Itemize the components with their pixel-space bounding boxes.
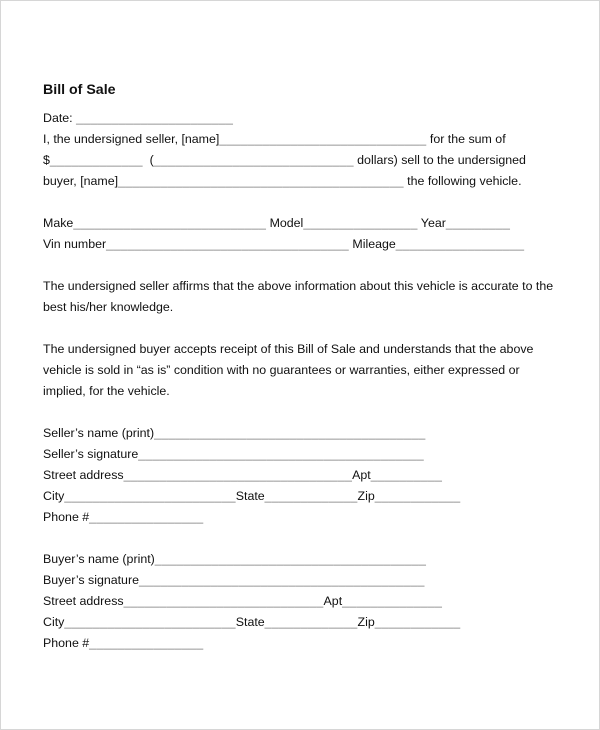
buyer-print-name-line <box>43 549 563 570</box>
seller-phone-label: Phone # <box>43 510 90 524</box>
date-label: Date: <box>43 111 77 125</box>
paren-open: ( <box>142 153 154 167</box>
buyer-phone-field[interactable]: ________________ <box>89 636 204 650</box>
vin-label: Vin number <box>43 237 107 251</box>
mileage-field[interactable]: __________________ <box>395 237 525 251</box>
seller-street-label: Street address <box>43 468 124 482</box>
buyer-state-field[interactable]: _____________ <box>264 615 358 629</box>
spacer <box>43 318 563 339</box>
buyer-apt-label: Apt <box>323 594 343 608</box>
following-vehicle-text: the following vehicle. <box>403 174 522 188</box>
seller-name-prefix: I, the undersigned seller, [name] <box>43 132 220 146</box>
vin-mileage-line <box>43 234 563 255</box>
seller-print-name-line <box>43 423 563 444</box>
bill-of-sale-document <box>43 79 563 654</box>
seller-city-line <box>43 486 563 507</box>
seller-name-field[interactable]: _____________________________ <box>219 132 427 146</box>
buyer-phone-label: Phone # <box>43 636 90 650</box>
seller-state-field[interactable]: _____________ <box>264 489 358 503</box>
sum-text: for the sum of <box>426 132 506 146</box>
spacer <box>43 402 563 423</box>
buyer-name-line <box>43 171 563 192</box>
spacer <box>43 528 563 549</box>
buyer-signature-line <box>43 570 563 591</box>
buyer-signature-field[interactable]: ________________________________________ <box>138 573 425 587</box>
document-title: Bill of Sale <box>43 82 116 98</box>
buyer-address-line <box>43 591 563 612</box>
buyer-zip-field[interactable]: ____________ <box>374 615 461 629</box>
buyer-apt-field[interactable]: ______________ <box>342 594 443 608</box>
year-label: Year <box>417 216 446 230</box>
buyer-street-label: Street address <box>43 594 124 608</box>
mileage-label: Mileage <box>348 237 396 251</box>
seller-print-name-field[interactable]: ______________________________________ <box>154 426 426 440</box>
seller-signature-label: Seller’s signature <box>43 447 139 461</box>
make-field[interactable]: ___________________________ <box>73 216 267 230</box>
seller-city-label: City <box>43 489 65 503</box>
seller-apt-label: Apt <box>352 468 371 482</box>
buyer-print-name-field[interactable]: ______________________________________ <box>154 552 427 566</box>
dollars-text: dollars) sell to the undersigned <box>353 153 526 167</box>
seller-signature-field[interactable]: ________________________________________ <box>138 447 424 461</box>
buyer-signature-label: Buyer’s signature <box>43 573 139 587</box>
vin-field[interactable]: __________________________________ <box>106 237 349 251</box>
buyer-phone-line <box>43 633 563 654</box>
seller-signature-line <box>43 444 563 465</box>
buyer-state-label: State <box>235 615 265 629</box>
buyer-city-line <box>43 612 563 633</box>
amount-words-field[interactable]: ____________________________ <box>153 153 354 167</box>
model-field[interactable]: ________________ <box>303 216 418 230</box>
buyer-zip-label: Zip <box>357 615 375 629</box>
seller-affirmation-paragraph: The undersigned seller affirms that the above information about this vehicle is accurate to the best his/her knowledge. <box>43 279 554 314</box>
seller-zip-label: Zip <box>357 489 375 503</box>
spacer <box>43 255 563 276</box>
buyer-city-label: City <box>43 615 65 629</box>
year-field[interactable]: _________ <box>445 216 511 230</box>
seller-state-label: State <box>235 489 265 503</box>
buyer-street-field[interactable]: ____________________________ <box>123 594 324 608</box>
date-line <box>43 108 563 129</box>
buyer-print-name-label: Buyer’s name (print) <box>43 552 155 566</box>
seller-name-line <box>43 129 563 150</box>
seller-phone-line <box>43 507 563 528</box>
amount-line <box>43 150 563 171</box>
seller-print-name-label: Seller’s name (print) <box>43 426 155 440</box>
buyer-name-prefix: buyer, [name] <box>43 174 119 188</box>
make-label: Make <box>43 216 74 230</box>
date-field[interactable]: ______________________ <box>76 111 234 125</box>
dollar-sign: $ <box>43 153 50 167</box>
seller-apt-field[interactable]: __________ <box>370 468 443 482</box>
make-model-year-line <box>43 213 563 234</box>
buyer-city-field[interactable]: ________________________ <box>64 615 236 629</box>
seller-phone-field[interactable]: ________________ <box>89 510 204 524</box>
seller-city-field[interactable]: ________________________ <box>64 489 236 503</box>
model-label: Model <box>266 216 304 230</box>
seller-address-line <box>43 465 563 486</box>
spacer <box>43 192 563 213</box>
amount-field[interactable]: _____________ <box>49 153 143 167</box>
seller-street-field[interactable]: ________________________________ <box>123 468 353 482</box>
buyer-name-field[interactable]: ________________________________________ <box>118 174 404 188</box>
buyer-acceptance-paragraph: The undersigned buyer accepts receipt of this Bill of Sale and understands that the above vehicle is sold in “as is” condition with no guarantees or warranties, either expressed or implied, for the vehicle. <box>43 342 534 398</box>
seller-zip-field[interactable]: ____________ <box>374 489 461 503</box>
